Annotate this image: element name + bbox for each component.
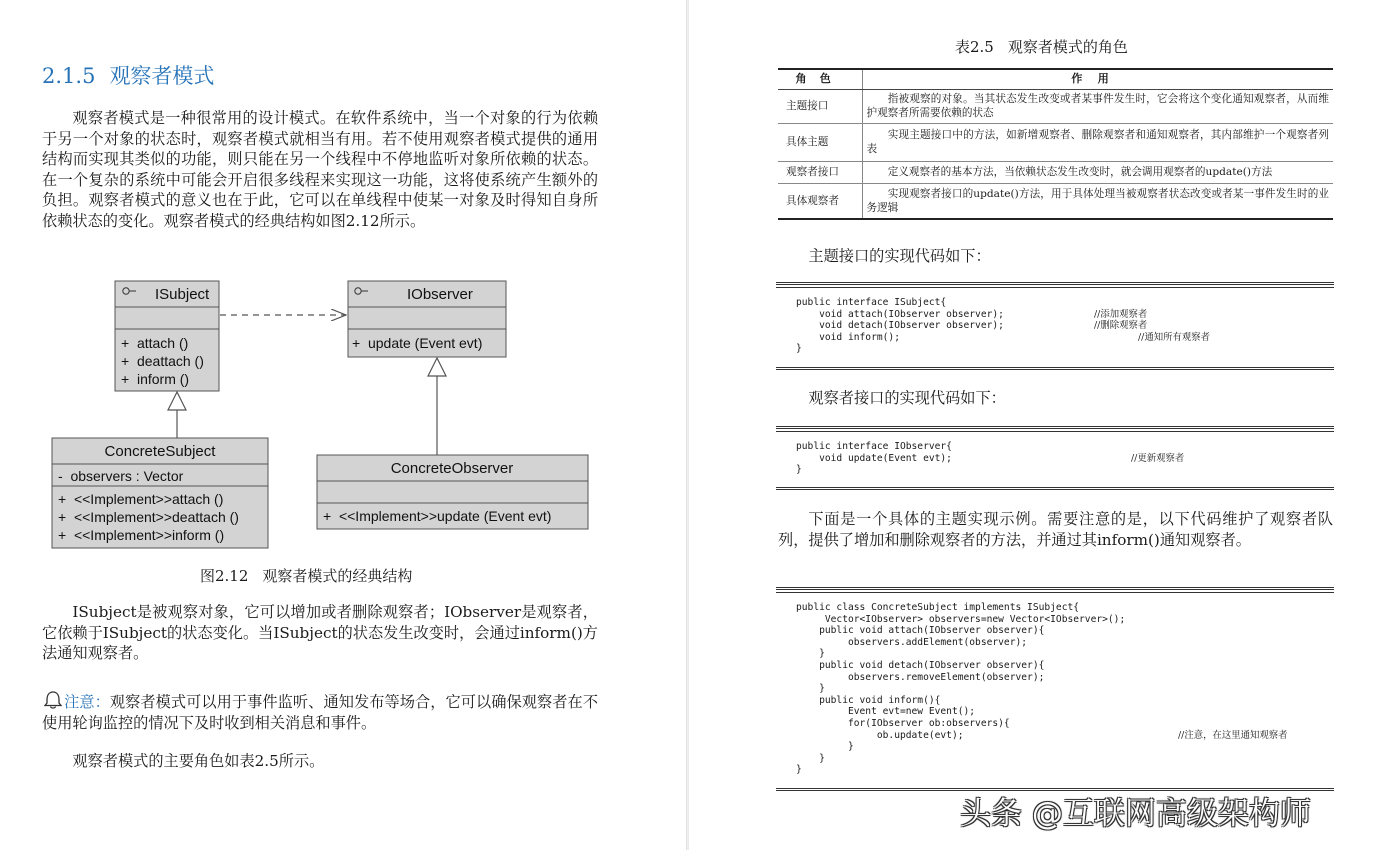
code-text: public void attach(IObserver observer){: [796, 625, 1045, 637]
note-text: 观察者模式可以用于事件监听、通知发布等场合，它可以确保观察者在不使用轮询监控的情况下及时收到相关消息和事件。: [42, 693, 599, 732]
code-line: [796, 332, 1316, 344]
code-line: [796, 625, 1316, 637]
code-text: }: [796, 752, 825, 764]
roles-table: [778, 68, 1333, 220]
code-line: [796, 695, 1316, 707]
table-cell-purpose: 指被观察的对象。当其状态发生改变或者某事件发生时，它会将这个变化通知观察者，从而维护观察者所需要依赖的状态: [862, 89, 1333, 123]
table-caption: [955, 36, 1128, 57]
isubject-method: + deattach (): [121, 353, 204, 369]
intro-paragraph: 观察者模式是一种很常用的设计模式。在软件系统中，当一个对象的行为依赖于另一个对象的状态时，观察者模式就相当有用。若不使用观察者模式提供的通用结构而实现其类似的功能，则只能在另一个线程中不停地监听对象所依赖的状态。在一个复杂的系统中可能会开启很多线程来实现这一功能，这将使系统产生额外的负担。观察者模式的意义也在于此，它可以在单线程中使某一对象及时得知自身所依赖状态的变化。观察者模式的经典结构如图2.12所示。: [42, 109, 598, 230]
table-row: [778, 89, 1333, 123]
code-line: [796, 297, 1316, 309]
table-cell-role: 具体观察者: [778, 183, 862, 219]
iobserver-name: IObserver: [407, 286, 473, 303]
concrete-observer-method: + <<Implement>>update (Event evt): [323, 508, 552, 524]
concrete-subject-method: + <<Implement>>attach (): [58, 491, 224, 507]
code-text: ob.update(evt);: [796, 729, 964, 741]
code-line: [796, 718, 1316, 730]
code-line: [796, 464, 1316, 476]
code-text: Event evt=new Event();: [796, 706, 976, 718]
code-line: [796, 441, 1316, 453]
code-text: }: [796, 764, 802, 776]
table-cell-role: 具体主题: [778, 123, 862, 161]
section-title: [42, 60, 214, 90]
section-number: 2.1.5: [42, 64, 96, 88]
concrete-observer-name: ConcreteObserver: [390, 460, 514, 477]
code-line: [796, 683, 1316, 695]
table-cell-purpose: 实现观察者接口的update()方法，用于具体处理当被观察者状态改变或者某一事件发生时的业务逻辑: [862, 183, 1333, 219]
code-text: Vector<IObserver> observers=new Vector<IObserver>();: [796, 613, 1126, 625]
isubject-paragraph: ISubject是被观察对象，它可以增加或者删除观察者；IObserver是观察者，它依赖于ISubject的状态变化。当ISubject的状态发生改变时，会通过inform()方法通知观察者。: [42, 603, 598, 662]
table-caption-text: 观察者模式的角色: [1007, 38, 1128, 56]
uml-class-diagram: [40, 270, 600, 560]
figure-caption-text: 观察者模式的经典结构: [262, 567, 413, 585]
code-comment: //通知所有观察者: [1138, 331, 1210, 343]
uml-class-concrete-observer: [317, 455, 588, 529]
code-line: [796, 753, 1316, 765]
code-text: public class ConcreteSubject implements ISubject{: [796, 602, 1080, 613]
code-text: void detach(IObserver observer);: [796, 320, 1004, 332]
code-line: [796, 453, 1316, 465]
code-comment: //注意，在这里通知观察者: [1178, 729, 1288, 741]
code-comment: //删除观察者: [1094, 320, 1148, 332]
code-text: public void detach(IObserver observer){: [796, 659, 1045, 671]
observer-code-block: [776, 426, 1334, 490]
isubject-method: + inform (): [121, 371, 190, 387]
section-title-text: 观察者模式: [109, 64, 215, 88]
table-header-role: 角色: [778, 69, 862, 89]
code-line: [796, 730, 1316, 742]
table-row: [778, 123, 1333, 161]
concrete-subject-code-block: [776, 587, 1334, 791]
code-line: [796, 602, 1316, 614]
concrete-code-intro: 下面是一个具体的主题实现示例。需要注意的是，以下代码维护了观察者队列，提供了增加和删除观察者的方法，并通过其inform()通知观察者。: [778, 510, 1333, 549]
code-line: [796, 648, 1316, 660]
subject-code-intro: 主题接口的实现代码如下：: [808, 247, 991, 265]
code-line: [796, 706, 1316, 718]
code-line: [796, 637, 1316, 649]
code-line: [796, 320, 1316, 332]
isubject-method: + attach (): [121, 335, 189, 351]
note-label: 注意：: [64, 693, 110, 711]
isubject-name: ISubject: [155, 286, 210, 303]
observer-code-intro: 观察者接口的实现代码如下：: [808, 389, 1006, 407]
bell-icon: [42, 690, 64, 710]
code-text: public void inform(){: [796, 694, 941, 706]
code-text: void update(Event evt);: [796, 452, 952, 464]
table-cell-purpose: 定义观察者的基本方法，当依赖状态发生改变时，就会调用观察者的update()方法: [862, 161, 1333, 183]
code-text: }: [796, 464, 802, 476]
code-text: for(IObserver ob:observers){: [796, 717, 1010, 729]
watermark: 头条 @互联网高级架构师: [960, 796, 1311, 832]
code-comment: //更新观察者: [1131, 452, 1185, 464]
code-line: [796, 672, 1316, 684]
code-line: [796, 614, 1316, 626]
table-header-purpose: 作用: [862, 69, 1333, 89]
code-line: [796, 309, 1316, 321]
uml-class-concrete-subject: [52, 438, 268, 548]
code-line: [796, 764, 1316, 776]
uml-class-isubject: [115, 281, 219, 391]
figure-number: 图2.12: [200, 567, 249, 585]
realization-arrow-observer: [428, 358, 446, 455]
code-text: }: [796, 648, 825, 660]
table-cell-role: 主题接口: [778, 89, 862, 123]
code-text: void attach(IObserver observer);: [796, 308, 1004, 320]
figure-caption: [200, 565, 412, 586]
concrete-subject-name: ConcreteSubject: [104, 443, 216, 460]
uml-class-iobserver: [348, 281, 506, 357]
iobserver-method: + update (Event evt): [352, 335, 483, 351]
code-text: }: [796, 683, 825, 695]
table-cell-role: 观察者接口: [778, 161, 862, 183]
code-text: void inform();: [796, 331, 900, 343]
code-text: }: [796, 741, 854, 753]
realization-arrow-subject: [168, 392, 186, 438]
table-cell-purpose: 实现主题接口中的方法，如新增观察者、删除观察者和通知观察者，其内部维护一个观察者列表: [862, 123, 1333, 161]
code-text: observers.removeElement(observer);: [796, 671, 1045, 683]
concrete-subject-method: + <<Implement>>deattach (): [58, 509, 239, 525]
code-comment: //添加观察者: [1094, 308, 1148, 320]
code-text: public interface IObserver{: [796, 441, 952, 452]
table-header-row: [778, 69, 1333, 89]
roles-paragraph: 观察者模式的主要角色如表2.5所示。: [72, 752, 325, 770]
concrete-subject-attribute: - observers : Vector: [58, 468, 184, 484]
code-text: public interface ISubject{: [796, 297, 947, 308]
table-row: [778, 161, 1333, 183]
subject-code-block: [776, 282, 1334, 370]
code-line: [796, 343, 1316, 355]
code-text: }: [796, 343, 802, 355]
code-line: [796, 741, 1316, 753]
code-text: observers.addElement(observer);: [796, 636, 1028, 648]
code-line: [796, 660, 1316, 672]
concrete-subject-method: + <<Implement>>inform (): [58, 527, 225, 543]
table-number: 表2.5: [955, 38, 994, 56]
table-row: [778, 183, 1333, 219]
note-paragraph: [42, 690, 598, 733]
